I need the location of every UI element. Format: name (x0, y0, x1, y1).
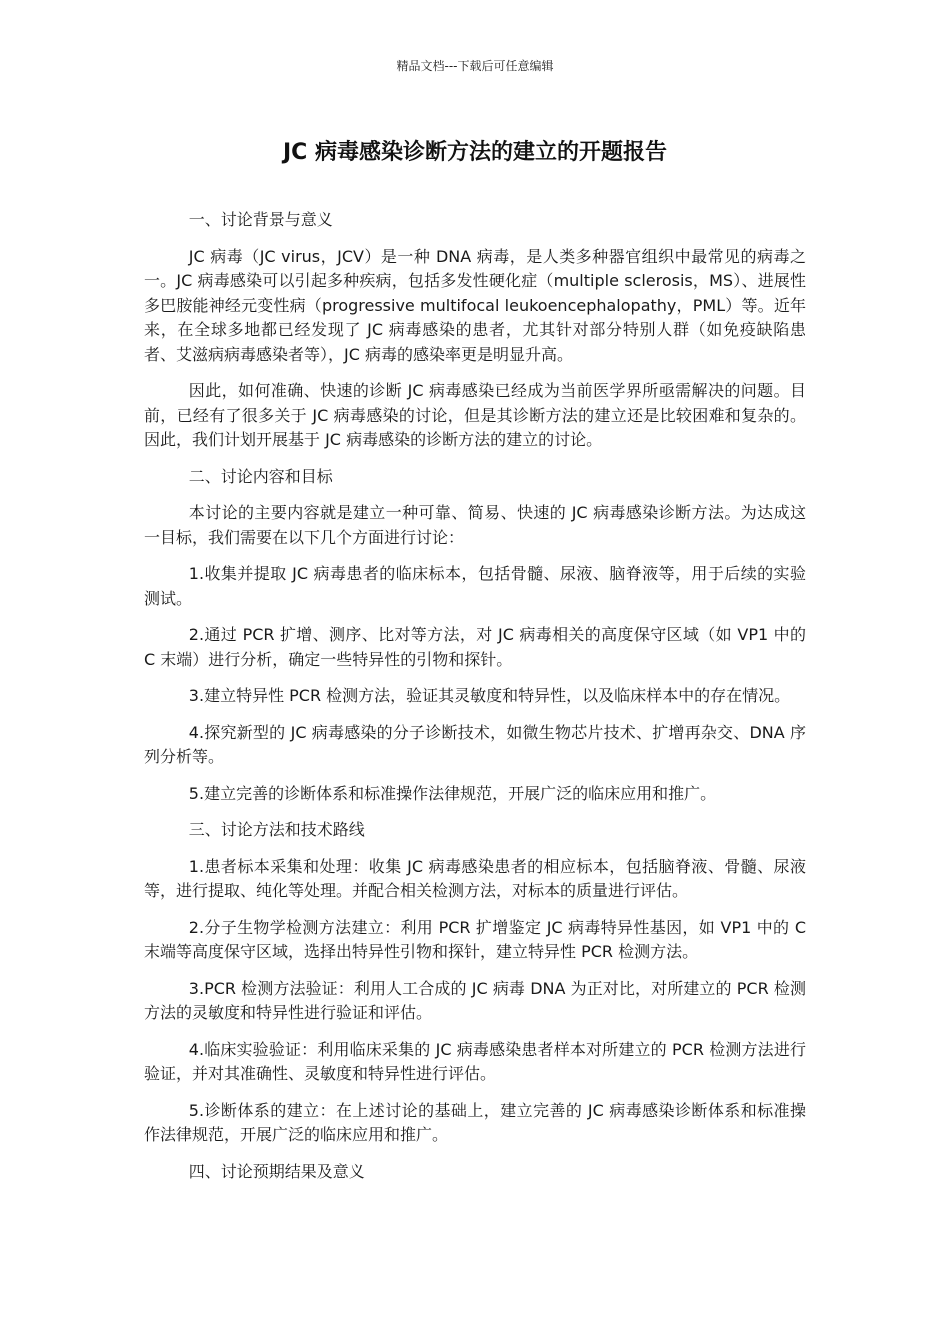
paragraph: 4.临床实验验证：利用临床采集的 JC 病毒感染患者样本对所建立的 PCR 检测方法进行验证，并对其准确性、灵敏度和特异性进行评估。 (144, 1039, 806, 1083)
paragraph: 5.建立完善的诊断体系和标准操作法律规范，开展广泛的临床应用和推广。 (188, 783, 717, 803)
paragraph: 因此，如何准确、快速的诊断 JC 病毒感染已经成为当前医学界所亟需解决的问题。目前，已经有了很多关于 JC 病毒感染的讨论，但是其诊断方法的建立还是比较困难和复杂的。因此，我们计划开展基于 JC 病毒感染的诊断方法的建立的讨论。 (144, 381, 806, 449)
paragraph: 1.收集并提取 JC 病毒患者的临床标本，包括骨髓、尿液、脑脊液等，用于后续的实验测试。 (144, 564, 806, 608)
paragraph: 4.探究新型的 JC 病毒感染的分子诊断技术，如微生物芯片技术、扩增再杂交、DNA 序列分析等。 (144, 722, 806, 766)
paragraph: 2.通过 PCR 扩增、测序、比对等方法，对 JC 病毒相关的高度保守区域（如 VP1 中的 C 末端）进行分析，确定一些特异性的引物和探针。 (144, 625, 806, 669)
paragraph: 本讨论的主要内容就是建立一种可靠、简易、快速的 JC 病毒感染诊断方法。为达成这一目标，我们需要在以下几个方面进行讨论： (144, 503, 806, 547)
header-note: 精品文档---下载后可任意编辑 (396, 59, 554, 73)
paragraph: 1.患者标本采集和处理：收集 JC 病毒感染患者的相应标本，包括脑脊液、骨髓、尿液等，进行提取、纯化等处理。并配合相关检测方法，对标本的质量进行评估。 (144, 856, 806, 900)
paragraph: 5.诊断体系的建立：在上述讨论的基础上，建立完善的 JC 病毒感染诊断体系和标准操作法律规范，开展广泛的临床应用和推广。 (144, 1100, 806, 1144)
document-body (144, 208, 806, 1196)
paragraph: 3.PCR 检测方法验证：利用人工合成的 JC 病毒 DNA 为正对比，对所建立的 PCR 检测方法的灵敏度和特异性进行验证和评估。 (144, 978, 806, 1022)
section-heading: 四、讨论预期结果及意义 (188, 1161, 365, 1181)
paragraph: 3.建立特异性 PCR 检测方法，验证其灵敏度和特异性，以及临床样本中的存在情况。 (188, 686, 791, 705)
document-title: JC 病毒感染诊断方法的建立的开题报告 (283, 140, 667, 165)
section-heading: 三、讨论方法和技术路线 (188, 820, 365, 839)
paragraph: JC 病毒（JC virus，JCV）是一种 DNA 病毒，是人类多种器官组织中最常见的病毒之一。JC 病毒感染可以引起多种疾病，包括多发性硬化症（multiple sclerosis，MS）、进展性多巴胺能神经元变性病（progressive multifocal leukoencephalopathy，PML）等。近年来，在全球多地都已经发现了 JC 病毒感染的患者，尤其针对部分特别人群（如免疫缺陷患者、艾滋病病毒感染者等），JC 病毒的感染率更是明显升高。 (144, 246, 806, 364)
paragraph: 2.分子生物学检测方法建立：利用 PCR 扩增鉴定 JC 病毒特异性基因，如 VP1 中的 C 末端等高度保守区域，选择出特异性引物和探针，建立特异性 PCR 检测方法。 (144, 917, 806, 961)
section-heading: 一、讨论背景与意义 (188, 210, 333, 229)
section-heading: 二、讨论内容和目标 (188, 466, 333, 486)
